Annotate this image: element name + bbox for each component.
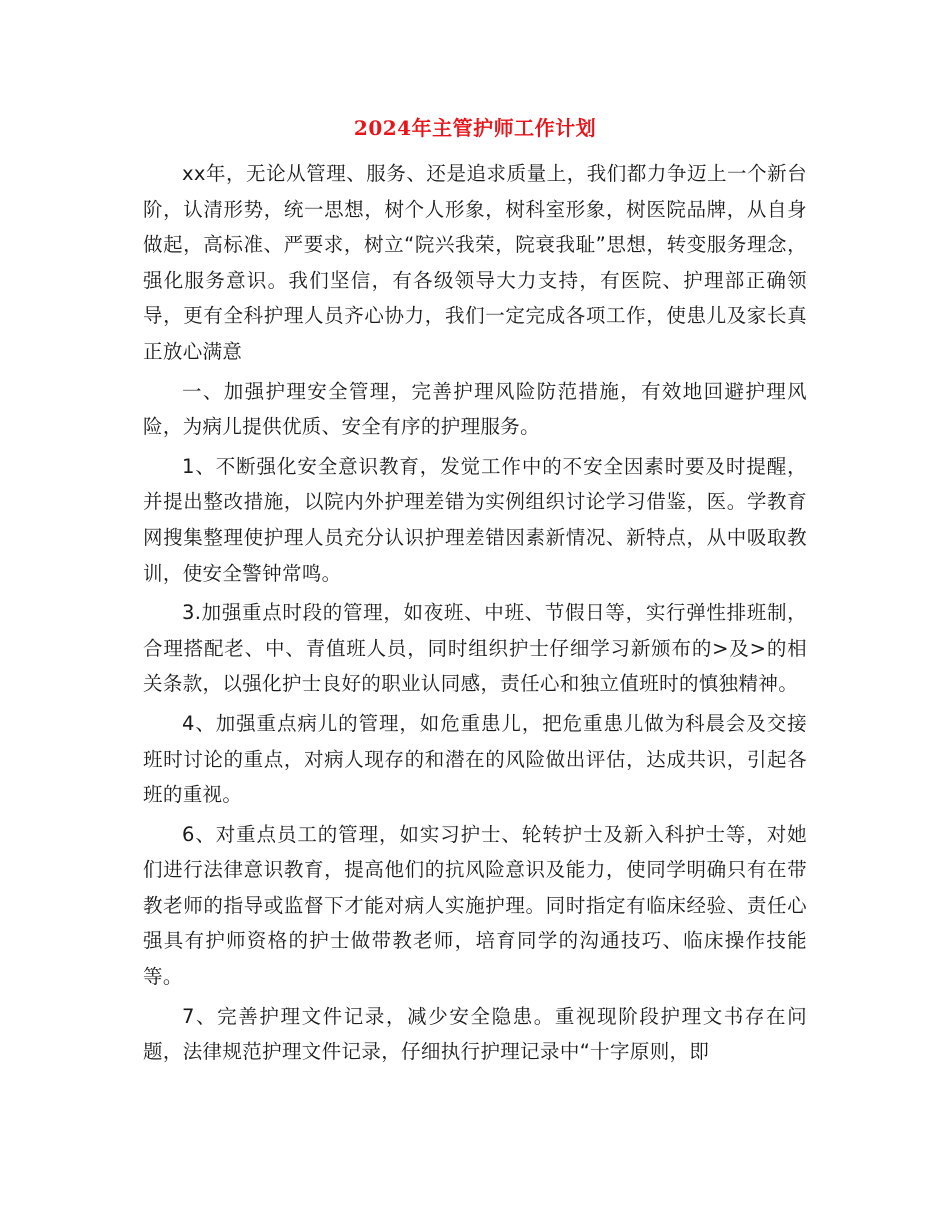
document-title: 2024年主管护师工作计划 (353, 116, 597, 140)
paragraph-item-7: 7、完善护理文件记录，减少安全隐患。重视现阶段护理文书存在问题，法律规范护理文件记录，仔细执行护理记录中“十字原则，即 (143, 1004, 807, 1064)
paragraph-intro: xx年，无论从管理、服务、还是追求质量上，我们都力争迈上一个新台阶，认清形势，统一思想，树个人形象，树科室形象，树医院品牌，从自身做起，高标准、严要求，树立“院兴我荣，院衰我耻”思想，转变服务理念，强化服务意识。我们坚信，有各级领导大力支持，有医院、护理部正确领导，更有全科护理人员齐心协力，我们一定完成各项工作，使患儿及家长真正放心满意 (143, 162, 807, 363)
paragraph-item-3: 3.加强重点时段的管理，如夜班、中班、节假日等，实行弹性排班制，合理搭配老、中、青值班人员，同时组织护士仔细学习新颁布的>及>的相关条款，以强化护士良好的职业认同感，责任心和独立值班时的慎独精神。 (143, 601, 807, 696)
paragraph-item-4: 4、加强重点病儿的管理，如危重患儿，把危重患儿做为科晨会及交接班时讨论的重点，对病人现存的和潜在的风险做出评估，达成共识，引起各班的重视。 (143, 711, 807, 807)
paragraph-item-1: 1、不断强化安全意识教育，发觉工作中的不安全因素时要及时提醒，并提出整改措施，以院内外护理差错为实例组织讨论学习借鉴，医。学教育网搜集整理使护理人员充分认识护理差错因素新情况、新特点，从中吸取教训，使安全警钟常鸣。 (143, 454, 807, 585)
paragraph-item-6: 6、对重点员工的管理，如实习护士、轮转护士及新入科护士等，对她们进行法律意识教育，提高他们的抗风险意识及能力，使同学明确只有在带教老师的指导或监督下才能对病人实施护理。同时指定有临床经验、责任心强具有护师资格的护士做带教老师，培育同学的沟通技巧、临床操作技能等。 (143, 822, 807, 989)
paragraph-section-1: 一、加强护理安全管理，完善护理风险防范措施，有效地回避护理风险，为病儿提供优质、安全有序的护理服务。 (143, 379, 807, 439)
document-body (143, 156, 807, 1074)
